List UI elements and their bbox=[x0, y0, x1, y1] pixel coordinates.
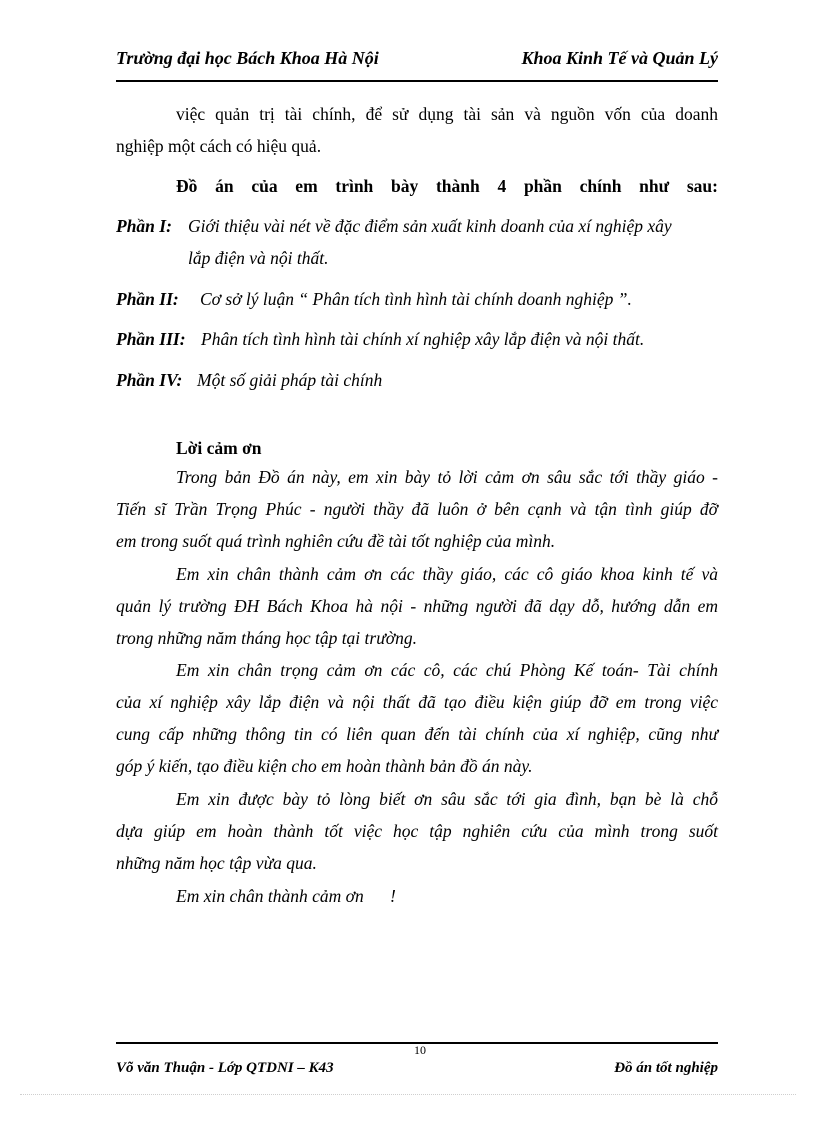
part-label: Phần IV: bbox=[116, 370, 183, 390]
thanks-line: Em xin được bày tỏ lòng biết ơn sâu sắc tới gia đình, bạn bè là chỗ bbox=[176, 789, 718, 809]
thanks-line: Trong bản Đồ án này, em xin bày tỏ lời cảm ơn sâu sắc tới thầy giáo - bbox=[176, 467, 718, 487]
thanks-line: em trong suốt quá trình nghiên cứu đề tài tốt nghiệp của mình. bbox=[116, 531, 556, 551]
footer-doc-type: Đồ án tốt nghiệp bbox=[614, 1060, 718, 1076]
paragraph-line: việc quản trị tài chính, để sử dụng tài sản và nguồn vốn của doanh bbox=[176, 104, 718, 124]
page-number: 10 bbox=[414, 1043, 426, 1057]
thanks-line: dựa giúp em hoàn thành tốt việc học tập nghiên cứu của mình trong suốt bbox=[116, 821, 718, 841]
header-faculty: Khoa Kinh Tế và Quản Lý bbox=[521, 48, 718, 68]
header-rule bbox=[116, 80, 718, 82]
part-text: Phân tích tình hình tài chính xí nghiệp xây lắp điện và nội thất. bbox=[201, 329, 645, 349]
thanks-line: Em xin chân trọng cảm ơn các cô, các chú Phòng Kế toán- Tài chính bbox=[176, 660, 718, 680]
thanks-line: Em xin chân thành cảm ơn các thầy giáo, các cô giáo khoa kinh tế và bbox=[176, 564, 718, 584]
part-4 bbox=[116, 368, 382, 392]
paragraph-line: nghiệp một cách có hiệu quả. bbox=[116, 136, 322, 156]
part-text: Giới thiệu vài nét về đặc điểm sản xuất kinh doanh của xí nghiệp xây bbox=[188, 216, 672, 236]
part-2 bbox=[116, 287, 632, 311]
thanks-line: quản lý trường ĐH Bách Khoa hà nội - những người đã dạy dỗ, hướng dẫn em bbox=[116, 596, 718, 616]
page-bottom-dotted-edge bbox=[20, 1094, 796, 1095]
thanks-line: cung cấp những thông tin có liên quan đến tài chính của xí nghiệp, cũng như bbox=[116, 724, 718, 744]
part-text: Một số giải pháp tài chính bbox=[197, 370, 383, 390]
part-1 bbox=[116, 214, 672, 238]
section-intro: Đồ án của em trình bày thành 4 phần chính như sau: bbox=[176, 176, 718, 196]
thanks-line: Tiến sĩ Trần Trọng Phúc - người thầy đã luôn ở bên cạnh và tận tình giúp đỡ bbox=[116, 499, 718, 519]
part-label: Phần III: bbox=[116, 329, 186, 349]
part-label: Phần II: bbox=[116, 289, 179, 309]
part-3 bbox=[116, 327, 644, 351]
part-label: Phần I: bbox=[116, 216, 172, 236]
page-footer bbox=[116, 1060, 718, 1082]
header-university: Trường đại học Bách Khoa Hà Nội bbox=[116, 48, 379, 68]
part-text: Cơ sở lý luận “ Phân tích tình hình tài chính doanh nghiệp ”. bbox=[200, 289, 632, 309]
part-1-continuation: lắp điện và nội thất. bbox=[188, 248, 329, 268]
thanks-line: góp ý kiến, tạo điều kiện cho em hoàn thành bản đồ án này. bbox=[116, 756, 533, 776]
thanks-title: Lời cảm ơn bbox=[176, 438, 262, 458]
thanks-line: trong những năm tháng học tập tại trường. bbox=[116, 628, 417, 648]
footer-author: Võ văn Thuận - Lớp QTDNI – K43 bbox=[116, 1060, 334, 1076]
thanks-line: của xí nghiệp xây lắp điện và nội thất đã tạo điều kiện giúp đỡ em trong việc bbox=[116, 692, 718, 712]
thanks-closing: Em xin chân thành cảm ơn ! bbox=[176, 886, 396, 906]
page-header bbox=[116, 48, 718, 74]
thanks-line: những năm học tập vừa qua. bbox=[116, 853, 317, 873]
